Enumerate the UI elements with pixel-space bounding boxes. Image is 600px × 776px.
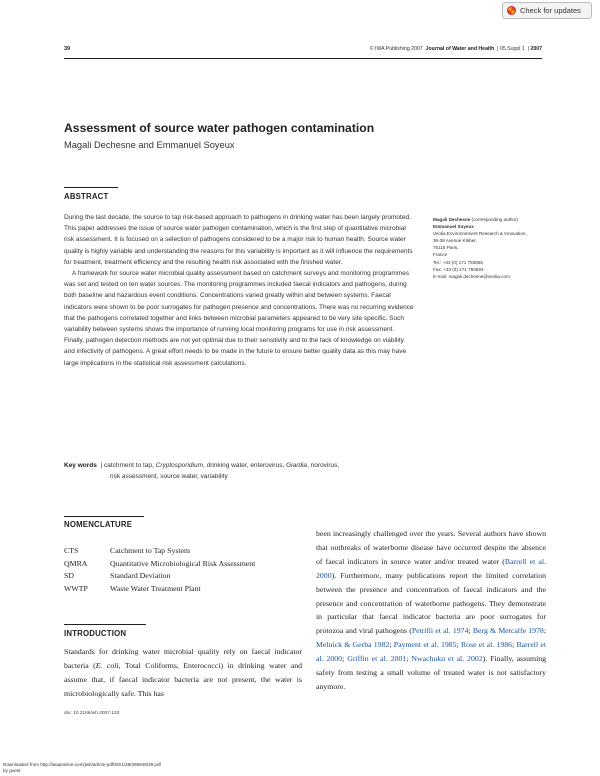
keywords-text: catchment to tap, — [103, 462, 156, 469]
abstract-rule — [64, 187, 118, 188]
article-title: Assessment of source water pathogen contamination — [64, 121, 375, 135]
affiliation-line: France — [433, 252, 448, 258]
abbreviation: CTS — [64, 546, 79, 555]
header-rule — [64, 58, 542, 59]
citation-link[interactable]: Rose et al. 1986 — [460, 640, 513, 650]
page-number: 39 — [64, 46, 71, 52]
citation-link[interactable]: Barrell et al. 2000 — [316, 556, 547, 580]
nomenclature-row — [64, 583, 255, 596]
download-url[interactable]: Downloaded from http://iwaponline.com/jwh/article-pdf/5/S1/39/396846/39.pdf — [3, 762, 161, 767]
download-footer — [3, 762, 161, 773]
author-affiliation — [433, 216, 563, 280]
abbreviation: SD — [64, 571, 74, 581]
citation-link[interactable]: Melnick & Gerba 1982 — [316, 640, 390, 650]
definition: Standard Deviation — [110, 571, 171, 581]
keywords: Key words | catchment to tap, Cryptosporidium, drinking water, enterovirus, Giardia, norovirus, risk assessment, source water, variability — [64, 462, 340, 481]
abstract-body — [64, 212, 416, 369]
nomenclature-row — [64, 570, 255, 583]
citation-link[interactable]: Griffin et al. 2001 — [347, 654, 407, 664]
keywords-text: , drinking water, enterovirus, — [202, 462, 287, 469]
crossmark-icon — [507, 6, 516, 15]
author-note: (corresponding author) — [470, 217, 519, 222]
nomenclature-heading: NOMENCLATURE — [64, 520, 133, 529]
nomenclature-table — [64, 545, 255, 596]
corresponding-author: Magali Dechesne — [433, 217, 471, 222]
affiliation-line: Veolia Environnement Research & Innovation, — [433, 231, 527, 237]
copyright: © IWA Publishing 2007 — [369, 46, 423, 52]
abstract-paragraph: A framework for source water microbial quality assessment based on catchment surveys and monitoring programmes was set and tested on ten water sources. The monitoring programmes included faecal indicators and pathogens, during both baseline and hazardous event conditions. Concentrations varied greatly within and between systems. Faecal indicators were shown to be poor surrogates for pathogen presence and concentrations. There was no recurring evidence that the pathogens correlated together and links between microbial parameters appeared to be very site specific. Such variability between systems shows the importance of running local monitoring programs for use in risk assessment. Finally, pathogen detection methods are not yet optimal due to their sensitivity and to the lack of knowledge on viability and infectivity of pathogens. A great effort needs to be made in the future to ensure better quality data as this may have large implications in the statistical risk assessment calculations. — [64, 270, 414, 367]
keywords-text: risk assessment, source water, variability — [110, 473, 228, 481]
citation-link[interactable]: Berg & Metcalfe 1978 — [472, 626, 544, 636]
doi[interactable]: doi: 10.2166/wh.2007.133 — [64, 711, 120, 716]
keyword-term: Giardia — [286, 462, 308, 469]
introduction-body — [64, 645, 302, 701]
definition: Quantitative Microbiological Risk Assessment — [110, 558, 256, 568]
affiliation-line: 36-38 Avenue Kléber, — [433, 238, 477, 244]
separator: ; — [512, 640, 517, 650]
column-two-body — [316, 527, 546, 694]
species-name: E. coli — [95, 660, 119, 670]
nomenclature-row — [64, 545, 255, 558]
running-header: © IWA Publishing 2007 Journal of Water and Health | 05.Suppl 1 | 2007 — [369, 46, 542, 52]
body-text: ). Finally, assuming safety from testing a small volume of treated water is not satisfactory anymore. — [316, 654, 547, 691]
body-text: Standards for drinking water microbial quality rely on faecal indicator bacteria ( — [64, 647, 302, 670]
body-text: ). Furthermore, many publications report the limited correlation between the presence and concentration of faecal indicators and the presence and concentration of waterborne pathogens. They demonstrate in particular that faecal indicator bacteria are poor surrogates for protozoa and viral pathogens ( — [316, 570, 546, 636]
definition: Waste Water Treatment Plant — [110, 584, 201, 594]
definition: Catchment to Tap System — [110, 546, 191, 555]
citation-link[interactable]: Barrell et al. 2000 — [316, 640, 546, 664]
introduction-heading: INTRODUCTION — [64, 629, 127, 638]
citation-link[interactable]: Nwachuku et al. 2002 — [411, 654, 483, 664]
citation-link[interactable]: Petrilli et al. 1974 — [411, 626, 469, 636]
keyword-term: Cryptosporidium — [155, 462, 203, 469]
year: 2007 — [530, 46, 542, 52]
journal-name: Journal of Water and Health — [425, 46, 495, 52]
keywords-text: , norovirus, — [307, 462, 340, 469]
issue: 05.Suppl 1 — [499, 46, 525, 52]
affiliation-line: Fax: +33 (0) 171 750593 — [433, 266, 484, 272]
keywords-label: Key words — [64, 462, 97, 469]
check-for-updates-button[interactable] — [502, 2, 592, 19]
article-authors: Magali Dechesne and Emmanuel Soyeux — [64, 140, 235, 150]
citation-link[interactable]: Payment et al. 1985 — [393, 640, 457, 650]
nomenclature-row — [64, 558, 255, 571]
body-text: , Total Coliforms, Enterococci) in drinking water and assume that, if faecal indicator bacteria are not present, the water is microbiologically safe. This has — [64, 660, 302, 698]
abbreviation: WWTP — [64, 584, 88, 594]
download-note: by guest — [3, 767, 21, 773]
introduction-rule — [64, 624, 146, 625]
check-for-updates-label: Check for updates — [520, 6, 581, 15]
body-text: been increasingly challenged over the years. Several authors have shown that outbreaks of waterborne disease have occurred despite the absence of faecal indicators in source water and/or treated water ( — [316, 529, 546, 566]
separator: ; — [406, 654, 412, 664]
separator: ; — [456, 640, 461, 650]
abstract-paragraph: During the last decade, the source to tap risk-based approach to pathogens in drinking water has been largely promoted. This paper addresses the issue of source water pathogen contamination, which is the first step of quantitative microbial risk assessment. It is focused on a selection of pathogens considered to be a major risk to human health. Source water quality is highly variable and understanding the reasons for this variability is important as it will influence the requirements for treatment, treatment efficiency and the resulting health risk associated with the finished water. — [64, 214, 413, 266]
abstract-heading: ABSTRACT — [64, 192, 109, 201]
abbreviation: QMRA — [64, 558, 88, 568]
affiliation-line: 75116 Paris, — [433, 245, 459, 251]
separator: ; — [342, 654, 348, 664]
affiliation-line: Tel.: +33 (0) 171 750855 — [433, 259, 483, 265]
separator: ; — [468, 626, 473, 636]
separator: ; — [389, 640, 394, 650]
nomenclature-rule — [64, 516, 144, 517]
co-author: Emmanuel Soyeux — [433, 224, 474, 230]
affiliation-line[interactable]: E-mail: magali.dechesne@veolia.com — [433, 273, 510, 279]
separator: ; — [543, 626, 546, 636]
